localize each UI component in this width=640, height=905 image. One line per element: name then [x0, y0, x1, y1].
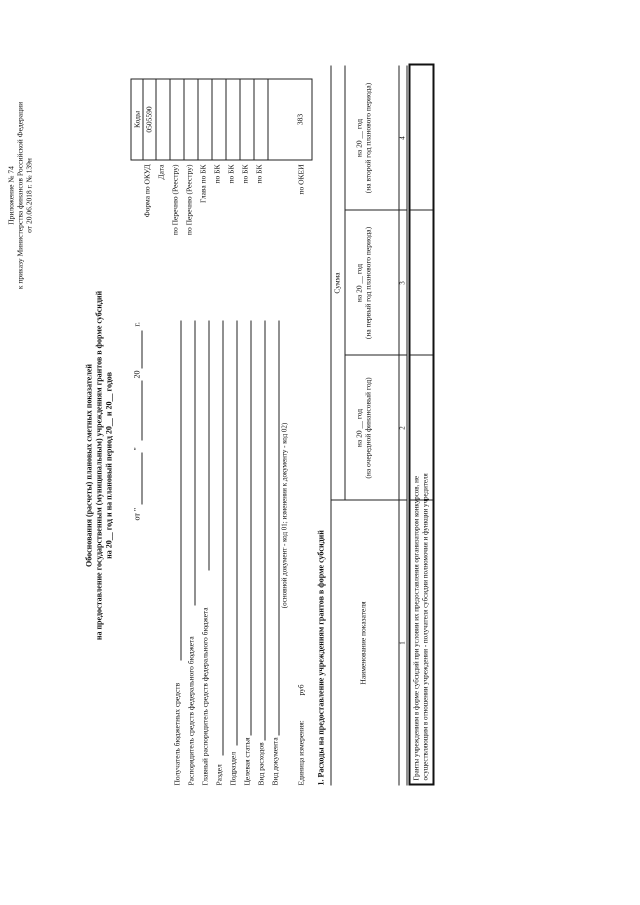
col-number-2: 2: [398, 425, 406, 430]
code-label-okud: Форма по ОКУД: [142, 164, 151, 217]
field-subsection: Подраздел: [228, 751, 237, 785]
year-col-2-desc: (на первый год планового периода): [363, 226, 372, 339]
title-line-2: на предоставление государственным (муниципальным) учреждениям грантов в форме субсидий: [94, 290, 103, 640]
appendix-order: к приказу Министерства финансов Российской Федерации: [15, 101, 24, 289]
appendix-number: Приложение № 74: [6, 165, 15, 225]
okud-code: 0505590: [144, 105, 153, 133]
field-section: Раздел: [214, 763, 223, 785]
document-title: [84, 185, 114, 745]
okei-code: 383: [295, 113, 304, 125]
code-label-date: Дата: [156, 164, 165, 179]
section-1-heading: 1. Расходы на предоставление учреждениям грантов в форме субсидий: [316, 529, 325, 785]
date-prefix: от ": [132, 507, 141, 520]
date-quote: ": [132, 446, 141, 450]
field-chief-manager: Главный распорядитель средств федерального бюджета: [200, 606, 209, 785]
unit-value: руб: [296, 683, 305, 695]
unit-label: Единица измерения:: [296, 719, 305, 785]
col-number-4: 4: [398, 135, 406, 140]
code-label-bk-4: по БК: [254, 164, 263, 183]
row-1-line-1: Гранты учреждениям в форме субсидий при условии их предоставления организатором конкурсов, не: [412, 475, 420, 780]
code-label-bk-3: по БК: [240, 164, 249, 183]
row-1-line-2: осуществляющим в отношении учреждения - получателя субсидии полномочия и функции учредителя: [421, 472, 429, 780]
sum-column-header: Сумма: [332, 271, 341, 294]
appendix-header: [6, 45, 33, 345]
year-col-2: [354, 210, 372, 355]
code-label-registry-1: по Перечню (Реестру): [170, 164, 179, 235]
code-label-bk-1: по БК: [212, 164, 221, 183]
title-line-1: Обоснования (расчеты) плановых сметных показателей: [84, 363, 93, 567]
field-target-article: Целевая статья: [242, 737, 251, 785]
date-year-prefix: 20: [132, 370, 141, 378]
field-manager: Распорядитель средств федерального бюджета: [186, 635, 195, 785]
field-document-type: Вид документа: [270, 736, 279, 785]
code-label-registry-2: по Перечню (Реестру): [184, 164, 193, 235]
year-col-2-title: на 20 __ год: [354, 263, 363, 302]
codes-box: [130, 78, 312, 160]
appendix-date: от 20.06.2018 г. № 139н: [24, 157, 33, 233]
year-col-1: [354, 355, 372, 500]
year-col-1-title: на 20 __ год: [354, 408, 363, 447]
year-col-1-desc: (на очередной финансовый год): [363, 376, 372, 479]
year-col-3-desc: (на второй год планового периода): [363, 82, 372, 193]
col-number-3: 3: [398, 280, 406, 285]
code-label-chapter-bk: Глава по БК: [198, 164, 207, 203]
col-number-1: 1: [398, 640, 406, 645]
year-col-3-title: на 20 __ год: [354, 118, 363, 157]
code-label-bk-2: по БК: [226, 164, 235, 183]
year-col-3: [354, 65, 372, 210]
date-year-suffix: г.: [132, 321, 141, 326]
codes-header: Коды: [132, 110, 141, 128]
title-line-3: на 20__ год и на плановый период 20__ и 20__ годов: [104, 371, 113, 559]
table-row: [408, 63, 434, 785]
field-recipient: Получатель бюджетных средств: [172, 682, 181, 785]
name-column-header: Наименование показателя: [358, 600, 367, 685]
expenses-table: [330, 65, 429, 785]
code-label-okei: по ОКЕИ: [296, 164, 305, 195]
document-type-note: (основной документ - код 01; изменения к документу - код 02): [280, 422, 288, 608]
field-expense-type: Вид расходов: [256, 741, 265, 785]
